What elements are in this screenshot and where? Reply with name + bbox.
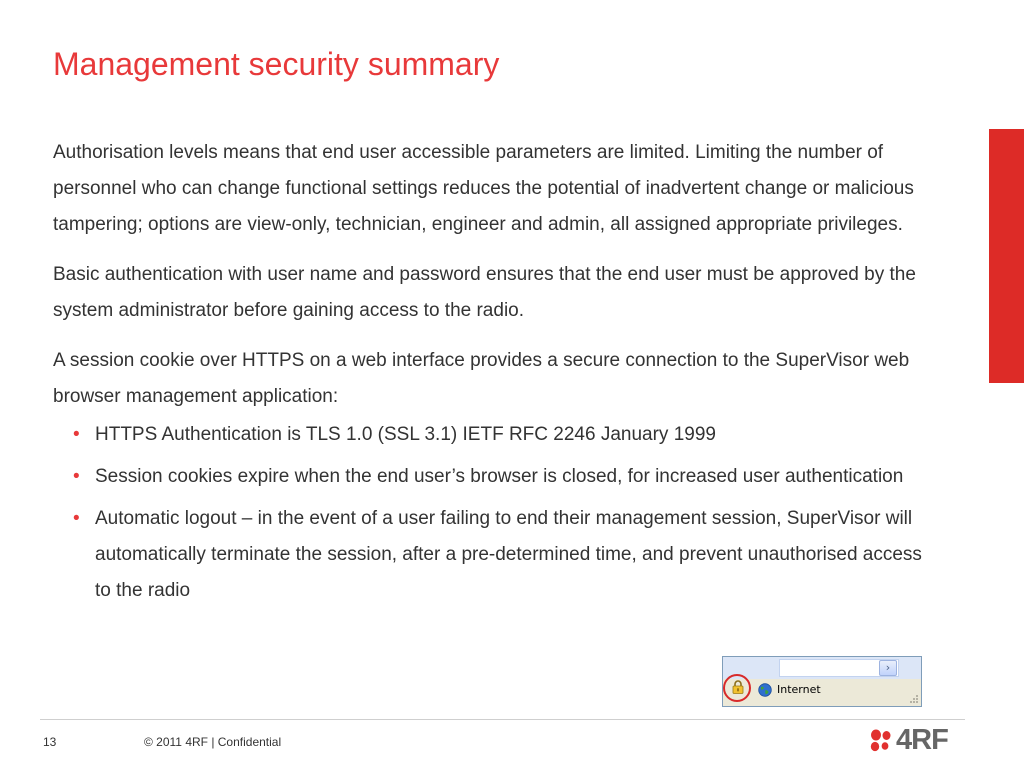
globe-icon [758, 683, 772, 697]
bullet-text: HTTPS Authentication is TLS 1.0 (SSL 3.1) IETF RFC 2246 January 1999 [95, 424, 716, 445]
scroll-right-button: › [879, 660, 897, 676]
page-number: 13 [43, 735, 57, 749]
logo-text: 4RF [896, 724, 948, 756]
bullet-marker: • [73, 424, 80, 445]
logo-mark-icon [868, 728, 894, 754]
accent-side-bar [989, 129, 1024, 383]
status-bar-scroll-track [723, 657, 921, 679]
resize-grip-icon [909, 694, 919, 704]
bullet-marker: • [73, 466, 80, 487]
bullet-list [53, 417, 933, 609]
footer-divider [40, 719, 965, 720]
bullet-marker: • [73, 508, 80, 529]
footer-copyright: © 2011 4RF | Confidential [144, 735, 282, 749]
paragraph-authentication: Basic authentication with user name and password ensures that the end user must be approved by the system administrator before gaining access to the radio. [53, 264, 916, 321]
lock-icon [732, 680, 744, 694]
bullet-text: Session cookies expire when the end user’s browser is closed, for increased user authentication [95, 466, 904, 487]
security-zone-label: Internet [777, 683, 821, 696]
paragraph-authorisation: Authorisation levels means that end user accessible parameters are limited. Limiting the number of personnel who can change functional settings reduces the potential of inadvertent change or malicious tampering; options are view-only, technician, engineer and admin, all assigned appropriate privileges. [53, 142, 914, 235]
browser-status-bar-screenshot [722, 656, 922, 707]
list-item [73, 459, 933, 495]
slide-body [53, 135, 933, 615]
slide-title: Management security summary [53, 46, 500, 82]
company-logo [868, 726, 968, 756]
list-item [73, 501, 925, 609]
bullet-text: Automatic logout – in the event of a user failing to end their management session, SuperVisor will automatically terminate the session, after a pre-determined time, and prevent unauthorised access to the radio [95, 508, 922, 601]
list-item [73, 417, 933, 453]
paragraph-session-cookie: A session cookie over HTTPS on a web interface provides a secure connection to the SuperVisor web browser management application: [53, 350, 910, 407]
